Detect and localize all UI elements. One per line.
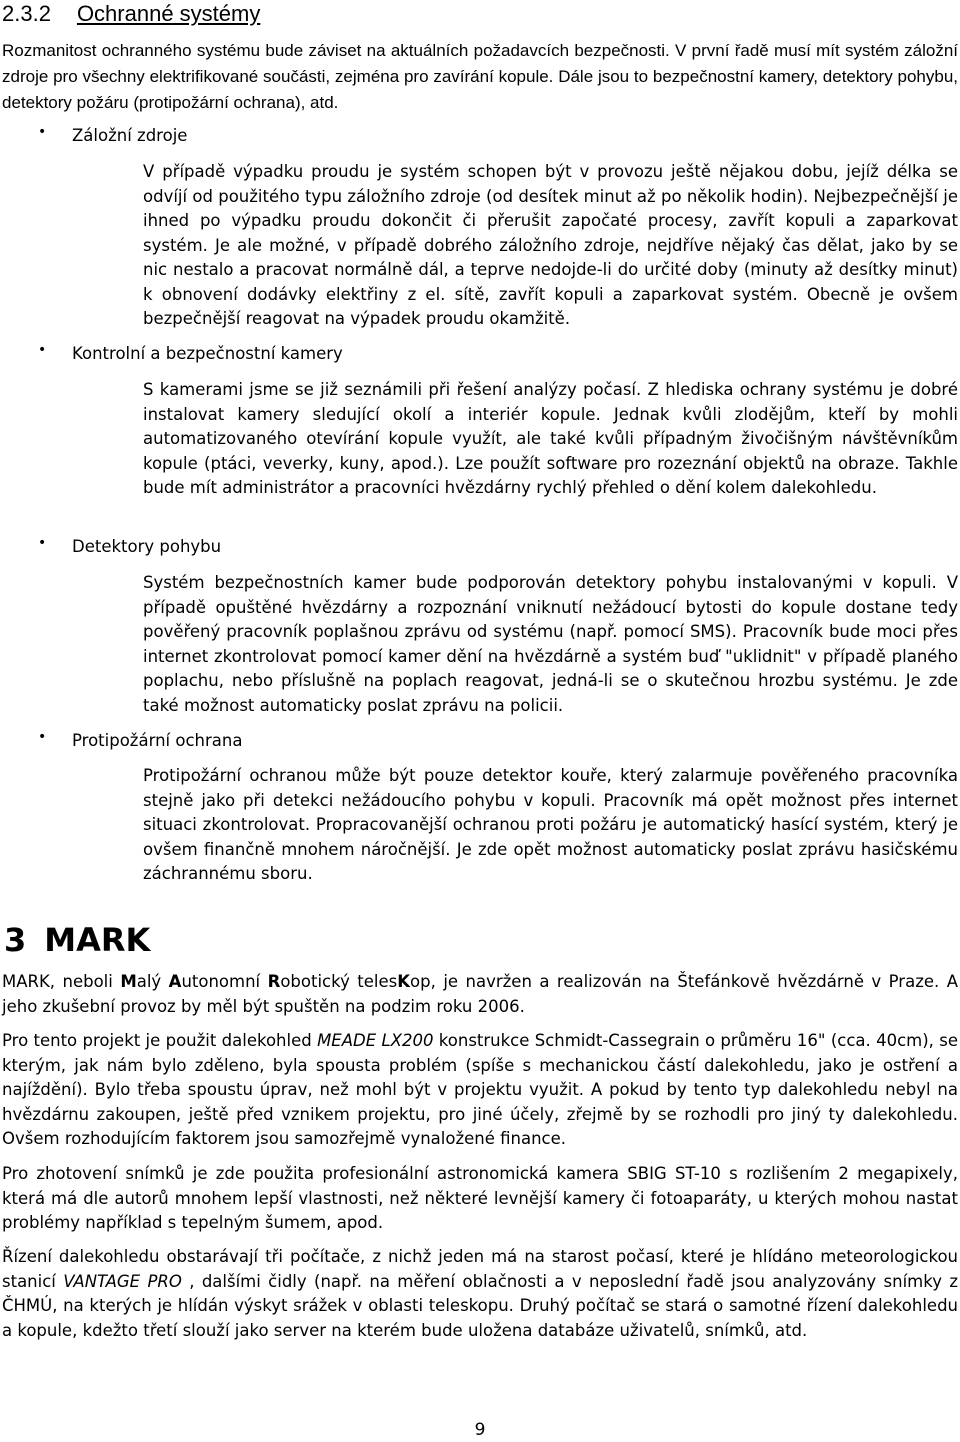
- bullet-title: Protipožární ochrana: [72, 731, 243, 750]
- text-run: Řízení dalekohledu obstarávají tři počítače, z nichž jeden má na starost počasí, které je hlídáno meteorologickou stanicí: [2, 1247, 958, 1291]
- bullet-title: Detektory pohybu: [72, 537, 222, 556]
- acronym-letter: K: [397, 972, 411, 991]
- camera-paragraph: Pro zhotovení snímků je zde použita profesionální astronomická kamera SBIG ST-10 s rozlišením 2 megapixely, která má dle autorů mnohem lepší vlastnosti, než některé levnější kamery či fotoaparáty, u kterých mohou nastat problémy například s tepelným šumem, apod.: [2, 1164, 958, 1232]
- text-run: MARK, neboli: [2, 972, 121, 991]
- chapter-title: MARK: [44, 921, 151, 959]
- bullet-paragraph-backup-power: V případě výpadku proudu je systém schopen být v provozu ještě nějakou dobu, jejíž délka se odvíjí od použitého typu záložního zdroje (od desítek minut až po několik hodin). Nejbezpečnější je ihned po výpadku proudu dokončit či přerušit započaté procesy, zavřít kopuli a zaparkovat systém. Je ale možné, v případě dobrého záložního zdroje, nejdříve nějaký čas dělat, jako by se nic nestalo a pracovat normálně dál, a teprve nedojde-li do určité doby (minuty až desítky minut) k obnovení dodávky elektřiny z el. sítě, zavřít kopuli a zaparkovat systém. Obecně je ovšem bezpečnější reagovat na výpadek proudu okamžitě.: [143, 162, 958, 328]
- text-run: utonomní: [181, 972, 268, 991]
- text-run: konstrukce Schmidt-Cassegrain o průměru 16" (cca. 40cm), se kterým, jak nám bylo zděleno, byla spousta problém (spíše s mechanickou částí dalekohledu, jako je ostření a najíždění). Bylo třeba spoustu úprav, než mohl být v projektu využit. A pokud by tento typ dalekohledu nebyl na hvězdárnu zakoupen, ještě před vznikem projektu, pro jiné účely, zřejmě by se rozhodli pro jiný ty dalekohledu. Ovšem rozhodujícím faktorem jsou samozřejmě vynaložené finance.: [2, 1031, 958, 1148]
- chapter-heading: [4, 918, 150, 962]
- bullet-title: Kontrolní a bezpečnostní kamery: [72, 344, 343, 363]
- bullet-marker: •: [38, 535, 47, 551]
- bullet-item-cameras: [38, 341, 343, 367]
- bullet-marker: •: [38, 342, 47, 358]
- mark-intro-paragraph: [2, 970, 958, 1019]
- bullet-item-motion-detectors: [38, 534, 221, 560]
- computers-paragraph: [2, 1245, 958, 1343]
- bullet-item-backup-power: [38, 123, 187, 149]
- bullet-marker: •: [38, 124, 47, 140]
- section-heading: [2, 0, 260, 28]
- text-run: alý: [136, 972, 169, 991]
- text-run: , dalšími čidly (např. na měření oblačnosti a v neposlední řadě jsou analyzovány snímky z ČHMÚ, na kterých je hlídán výskyt srážek v oblasti teleskopu. Druhý počítač se stará o samotné řízení dalekohledu a kopule, kdežto třetí slouží jako server na kterém bude uložena databáze uživatelů, snímků, atd.: [2, 1271, 958, 1340]
- text-run: op, je navržen a realizován na Štefánkově hvězdárně v Praze. A jeho zkušební provoz by měl být spuštěn na podzim roku 2006.: [2, 972, 959, 1016]
- telescope-name: MEADE LX200: [317, 1031, 434, 1050]
- bullet-paragraph-fire-protection: Protipožární ochranou může být pouze detektor kouře, který zalarmuje pověřeného pracovníka stejně jako při detekci nežádoucího pohybu v kopuli. Pracovník má opět možnost přes internet situaci zkontrolovat. Propracovanější ochranou proti požáru je automatický hasící systém, který je ovšem finančně mnohem náročnější. Je zde opět možnost automaticky poslat zprávu hasičskému záchrannému sboru.: [143, 766, 958, 883]
- bullet-item-fire-protection: [38, 728, 242, 754]
- bullet-title: Záložní zdroje: [72, 126, 188, 145]
- chapter-number: 3: [4, 921, 27, 959]
- page-number: 9: [474, 1420, 486, 1440]
- acronym-letter: M: [120, 972, 137, 991]
- bullet-paragraph-cameras: S kamerami jsme se již seznámili při řešení analýzy počasí. Z hlediska ochrany systému je dobré instalovat kamery sledující okolí a interiér kopule. Jednak kvůli zlodějům, kteří by mohli automatizovaného otevírání kopule využít, ale také kvůli případným živočišným návštěvníkům kopule (ptáci, veverky, kuny, apod.). Lze použít software pro rozeznání objektů na obraze. Takhle bude mít administrátor a pracovníci hvězdárny rychlý přehled o dění kolem dalekohledu.: [143, 380, 958, 497]
- section-number: 2.3.2: [2, 1, 51, 26]
- intro-paragraph: Rozmanitost ochranného systému bude záviset na aktuálních požadavcích bezpečnosti. V první řadě musí mít systém záložní zdroje pro všechny elektrifikované součásti, zejména pro zavírání kopule. Dále jsou to bezpečnostní kamery, detektory pohybu, detektory požáru (protipožární ochrana), atd.: [2, 41, 958, 112]
- bullet-paragraph-motion-detectors: Systém bezpečnostních kamer bude podporován detektory pohybu instalovanými v kopuli. V případě opuštěné hvězdárny a rozpoznání vniknutí nežádoucí bytosti do kopule dostane tedy pověřený pracovník poplašnou zprávu od systému (např. pomocí SMS). Pracovník bude moci přes internet zkontrolovat pomocí kamer dění na hvězdárně a systém buď "uklidnit" v případě planého poplachu, nebo příslušně na poplach reagovat, jedná-li se o skutečnou hrozbu systému. Je zde také možnost automaticky poslat zprávu na policii.: [143, 573, 958, 715]
- text-run: Pro tento projekt je použit dalekohled: [2, 1031, 318, 1050]
- bullet-marker: •: [38, 729, 47, 745]
- weather-station-name: VANTAGE PRO: [63, 1271, 182, 1291]
- acronym-letter: A: [168, 972, 182, 991]
- telescope-paragraph: [2, 1029, 958, 1152]
- section-title: Ochranné systémy: [76, 1, 261, 26]
- acronym-letter: R: [267, 972, 281, 991]
- text-run: obotický teles: [280, 972, 398, 991]
